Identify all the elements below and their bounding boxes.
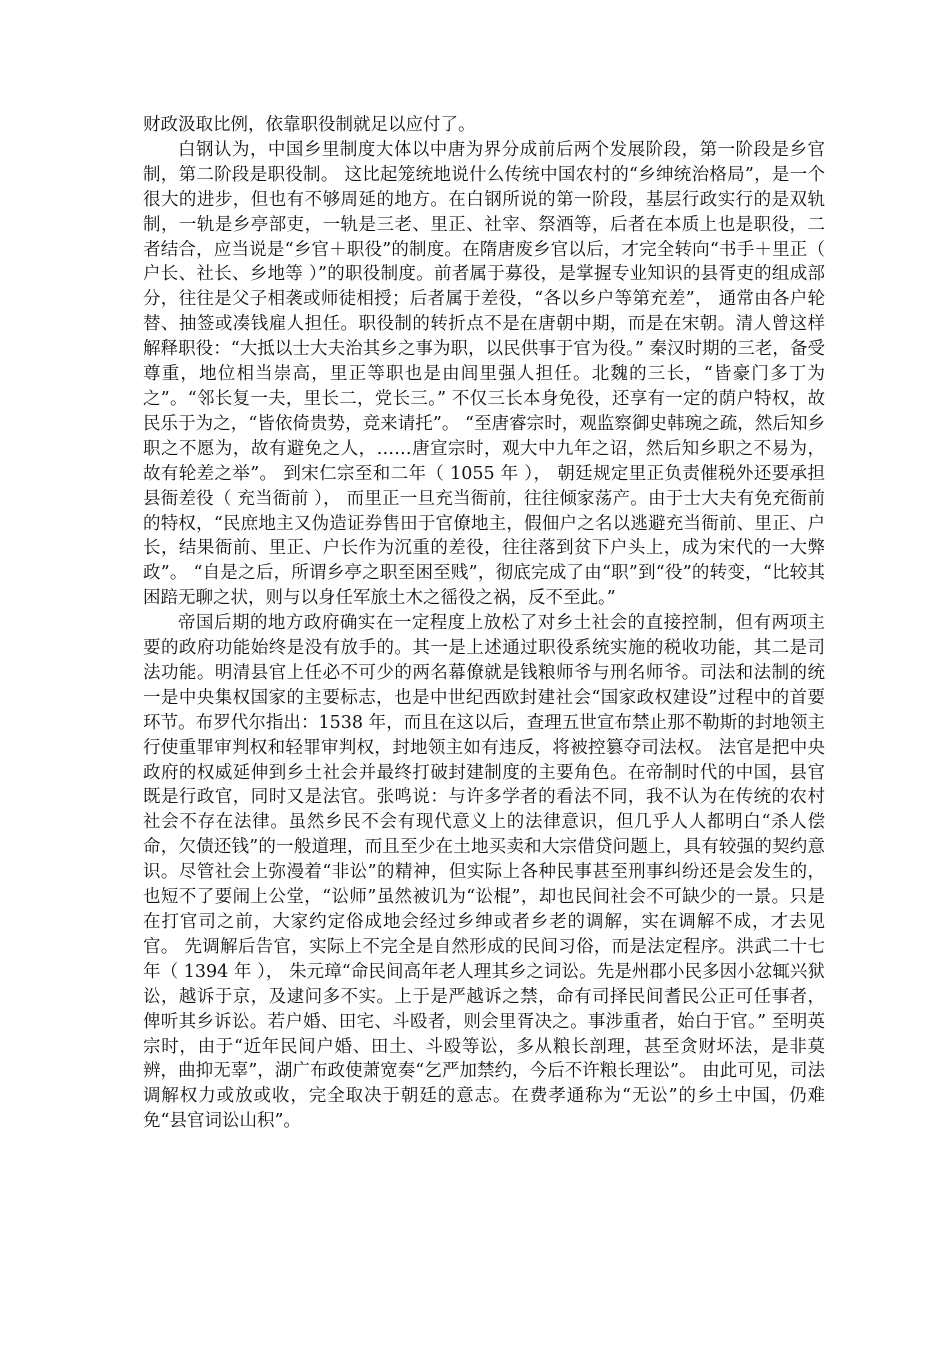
paragraph-3: 帝国后期的地方政府确实在一定程度上放松了对乡土社会的直接控制，但有两项主要的政府功能始终是没有放手的。其一是上述通过职役系统实施的税收功能，其二是司法功能。明清县官上任必不可少的两名幕僚就是钱粮师爷与刑名师爷。司法和法制的统一是中央集权国家的主要标志，也是中世纪西欧封建社会“国家政权建设”过程中的首要环节。布罗代尔指出：1538 年，而且在这以后，查理五世宣布禁止那不勒斯的封地领主行使重罪审判权和轻罪审判权，封地领主如有违反，将被控篡夺司法权。 法官是把中央政府的权威延伸到乡土社会并最终打破封建制度的主要角色。在帝制时代的中国，县官既是行政官，同时又是法官。张鸣说：与许多学者的看法不同，我不认为在传统的农村社会不存在法律。虽然乡民不会有现代意义上的法律意识，但几乎人人都明白“杀人偿命，欠债还钱”的一般道理，而且至少在土地买卖和大宗借贷问题上，具有较强的契约意识。尽管社会上弥漫着“非讼”的精神，但实际上各种民事甚至刑事纠纷还是会发生的，也短不了要闹上公堂，“讼师”虽然被讥为“讼棍”，却也民间社会不可缺少的一景。只是在打官司之前，大家约定俗成地会经过乡绅或者乡老的调解，实在调解不成，才去见官。 先调解后告官，实际上不完全是自然形成的民间习俗，而是法定程序。洪武二十七年（ 1394 年 ）， 朱元璋“命民间高年老人理其乡之词讼。先是州郡小民多因小忿辄兴狱讼，越诉于京，及逮问多不实。上于是严越诉之禁，命有司择民间耆民公正可任事者，俾听其乡诉讼。若户婚、田宅、斗殴者，则会里胥决之。事涉重者，始白于官。” 至明英宗时，由于“近年民间户婚、田土、斗殴等讼，多从粮长剖理，甚至贪财坏法，是非莫辨，曲抑无辜”，湖广布政使萧宽奏“乞严加禁约，今后不许粮长理讼”。 由此可见，司法调解权力或放或收，完全取决于朝廷的意志。在费孝通称为“无讼”的乡土中国，仍难免“县官词讼山积”。 [143, 613, 825, 1132]
paragraph-2: 白钢认为，中国乡里制度大体以中唐为界分成前后两个发展阶段，第一阶段是乡官制，第二阶段是职役制。 这比起笼统地说什么传统中国农村的“乡绅统治格局”，是一个很大的进步，但也有不够周延的地方。在白钢所说的第一阶段，基层行政实行的是双轨制，一轨是乡亭部吏，一轨是三老、里正、社宰、祭酒等，后者在本质上也是职役，二者结合，应当说是“乡官＋职役”的制度。在隋唐废乡官以后，才完全转向“书手＋里正（ 户长、社长、乡地等 ）”的职役制度。前者属于募役，是掌握专业知识的县胥吏的组成部分，往往是父子相袭或师徒相授；后者属于差役，“各以乡户等第充差”， 通常由各户轮替、抽签或凑钱雇人担任。职役制的转折点不是在唐朝中期，而是在宋朝。清人曾这样解释职役：“大抵以士大夫治其乡之事为职，以民供事于官为役。” 秦汉时期的三老，备受尊重，地位相当崇高，里正等职也是由闾里强人担任。北魏的三长，“皆豪门多丁为之”。“邻长复一夫，里长二，党长三。” 不仅三长本身免役，还享有一定的荫户特权，故民乐于为之，“皆依倚贵势，竞来请托”。 “至唐睿宗时，观监察御史韩琬之疏，然后知乡职之不愿为，故有避免之人，……唐宣宗时，观大中九年之诏，然后知乡职之不易为，故有轮差之举”。 到宋仁宗至和二年（ 1055 年 ）， 朝廷规定里正负责催税外还要承担县衙差役（ 充当衙前 ）， 而里正一旦充当衙前，往往倾家荡产。由于士大夫有免充衙前的特权，“民庶地主又伪造证券售田于官僚地主，假佃户之名以逃避充当衙前、里正、户长，结果衙前、里正、户长作为沉重的差役，往往落到贫下户头上，成为宋代的一大弊政”。 “自是之后，所谓乡亭之职至困至贱”，彻底完成了由“职”到“役”的转变，“比较其困踣无聊之状，则与以身任军旅土木之徭役之祸，反不至此。” [143, 139, 825, 609]
document-body [143, 113, 825, 1134]
paragraph-1: 财政汲取比例，依靠职役制就足以应付了。 [143, 115, 476, 135]
